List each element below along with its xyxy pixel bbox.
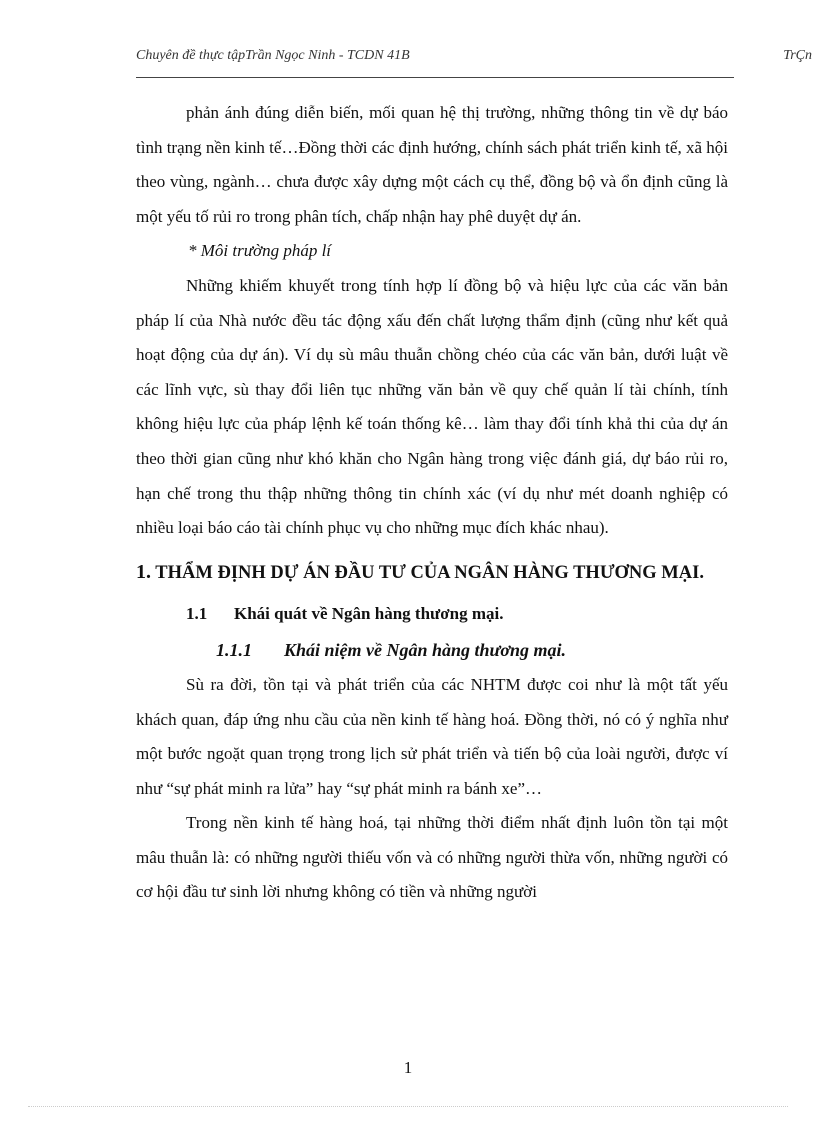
header-title: Chuyên đề thực tậpTrần Ngọc Ninh - TCDN 41B bbox=[136, 48, 410, 63]
page-number: 1 bbox=[403, 1058, 413, 1077]
section-title-1-1: Khái quát về Ngân hàng thương mại. bbox=[234, 603, 504, 623]
section-number-1-1-1: 1.1.1 bbox=[216, 640, 252, 661]
section-heading-1-1-1 bbox=[136, 633, 728, 668]
subheading-legal-environment: * Môi trường pháp lí bbox=[188, 241, 332, 261]
section-number-1: 1. bbox=[136, 560, 151, 583]
section-title-1: THẨM ĐỊNH DỰ ÁN ĐẦU TƯ CỦA NGÂN HÀNG THƯƠNG MẠI. bbox=[155, 562, 704, 583]
section-heading-1-1 bbox=[136, 597, 728, 632]
paragraph-continuation: phản ánh đúng diễn biến, mối quan hệ thị trường, những thông tin về dự báo tình trạng nền kinh tế…Đồng thời các định hướng, chính sách phát triển kinh tế, xã hội theo vùng, ngành… chưa được xây dựng một cách cụ thể, đồng bộ và ổn định cũng là một yếu tố rủi ro trong phân tích, chấp nhận hay phê duyệt dự án. bbox=[136, 103, 728, 226]
header-divider bbox=[136, 77, 734, 78]
section-heading-1 bbox=[136, 556, 728, 589]
section-number-1-1: 1.1 bbox=[186, 603, 208, 623]
paragraph-nhtm-origin: Sù ra đời, tồn tại và phát triển của các NHTM được coi như là một tất yếu khách quan, đáp ứng nhu cầu của nền kinh tế hàng hoá. Đồng thời, nó có ý nghĩa như một bước ngoặt quan trọng trong lịch sử phát triển và tiến bộ của loài người, được ví như “sự phát minh ra lửa” hay “sự phát minh ra bánh xe”… bbox=[136, 674, 728, 798]
page-bottom-border bbox=[28, 1106, 788, 1107]
paragraph-legal: Những khiếm khuyết trong tính hợp lí đồng bộ và hiệu lực của các văn bản pháp lí của Nhà nước đều tác động xấu đến chất lượng thẩm định (cũng như kết quả hoạt động của dự án). Ví dụ sù mâu thuẫn chồng chéo của các văn bản, dưới luật về các lĩnh vực, sù thay đổi liên tục những văn bản về quy chế quản lí tài chính, tính không hiệu lực của pháp lệnh kế toán thống kê… làm thay đổi tính khả thi của dự án theo thời gian cũng như khó khăn cho Ngân hàng trong việc đánh giá, dự báo rủi ro, hạn chế trong thu thập những thông tin chính xác (ví dụ như mét doanh nghiệp có nhiều loại báo cáo tài chính phục vụ cho những mục đích khác nhau). bbox=[136, 275, 728, 538]
header-right-text: TrÇn bbox=[783, 48, 812, 63]
document-body bbox=[136, 96, 728, 910]
page-header bbox=[136, 48, 814, 64]
section-title-1-1-1: Khái niệm về Ngân hàng thương mại. bbox=[284, 640, 566, 661]
paragraph-commodity-economy: Trong nền kinh tế hàng hoá, tại những thời điểm nhất định luôn tồn tại một mâu thuẫn là: có những người thiếu vốn và có những người thừa vốn, những người có cơ hội đầu tư sinh lời nhưng không có tiền và những người bbox=[136, 813, 728, 902]
